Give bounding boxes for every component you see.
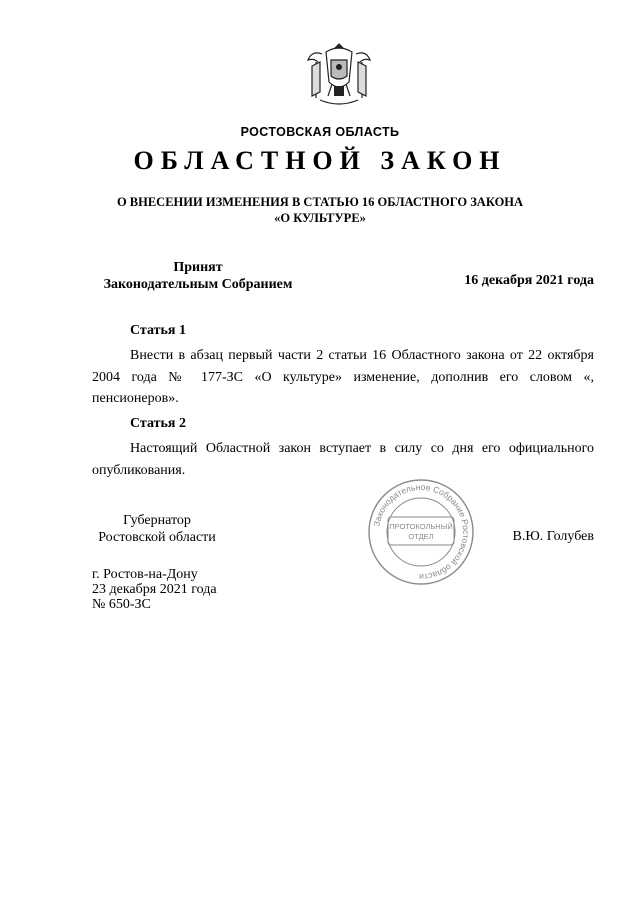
signatory-title-line-2: Ростовской области	[98, 530, 216, 545]
article-2-heading: Статья 2	[130, 416, 186, 431]
article-1-text: Внести в абзац первый части 2 статьи 16 Областного закона от 22 октября 2004 года № 177-ЗС «О культуре» изменение, дополнив его словом «, пенсионеров».	[92, 348, 594, 406]
region-heading: РОСТОВСКАЯ ОБЛАСТЬ	[240, 125, 400, 139]
law-number: № 650-ЗС	[92, 597, 151, 612]
adoption-line-1: Принят	[173, 260, 223, 275]
law-subject	[0, 194, 640, 226]
stamp-center-line-2: ОТДЕЛ	[408, 532, 434, 541]
signatory-title	[90, 512, 224, 546]
signatory-name: В.Ю. Голубев	[512, 529, 594, 544]
adoption-line-2: Законодательным Собранием	[103, 277, 293, 292]
coat-of-arms-icon	[304, 40, 374, 108]
law-subject-line-1: О ВНЕСЕНИИ ИЗМЕНЕНИЯ В СТАТЬЮ 16 ОБЛАСТНОГО ЗАКОНА	[116, 195, 524, 209]
issue-date: 23 декабря 2021 года	[92, 582, 217, 597]
stamp-seal	[366, 477, 476, 587]
adoption-date: 16 декабря 2021 года	[464, 273, 594, 288]
stamp-center-line-1: ПРОТОКОЛЬНЫЙ	[389, 522, 453, 531]
signatory-title-line-1: Губернатор	[123, 513, 191, 528]
issue-details	[92, 567, 217, 612]
issue-place: г. Ростов-на-Дону	[92, 567, 198, 582]
article-2-text: Настоящий Областной закон вступает в силу со дня его официального опубликования.	[92, 441, 594, 478]
article-1-heading: Статья 1	[130, 323, 186, 338]
stamp-ring-text: Законодательное Собрание Ростовской области	[371, 481, 472, 583]
document-type-title: ОБЛАСТНОЙ ЗАКОН	[133, 146, 507, 175]
adoption-block	[93, 259, 303, 293]
law-subject-line-2: «О КУЛЬТУРЕ»	[274, 211, 366, 225]
